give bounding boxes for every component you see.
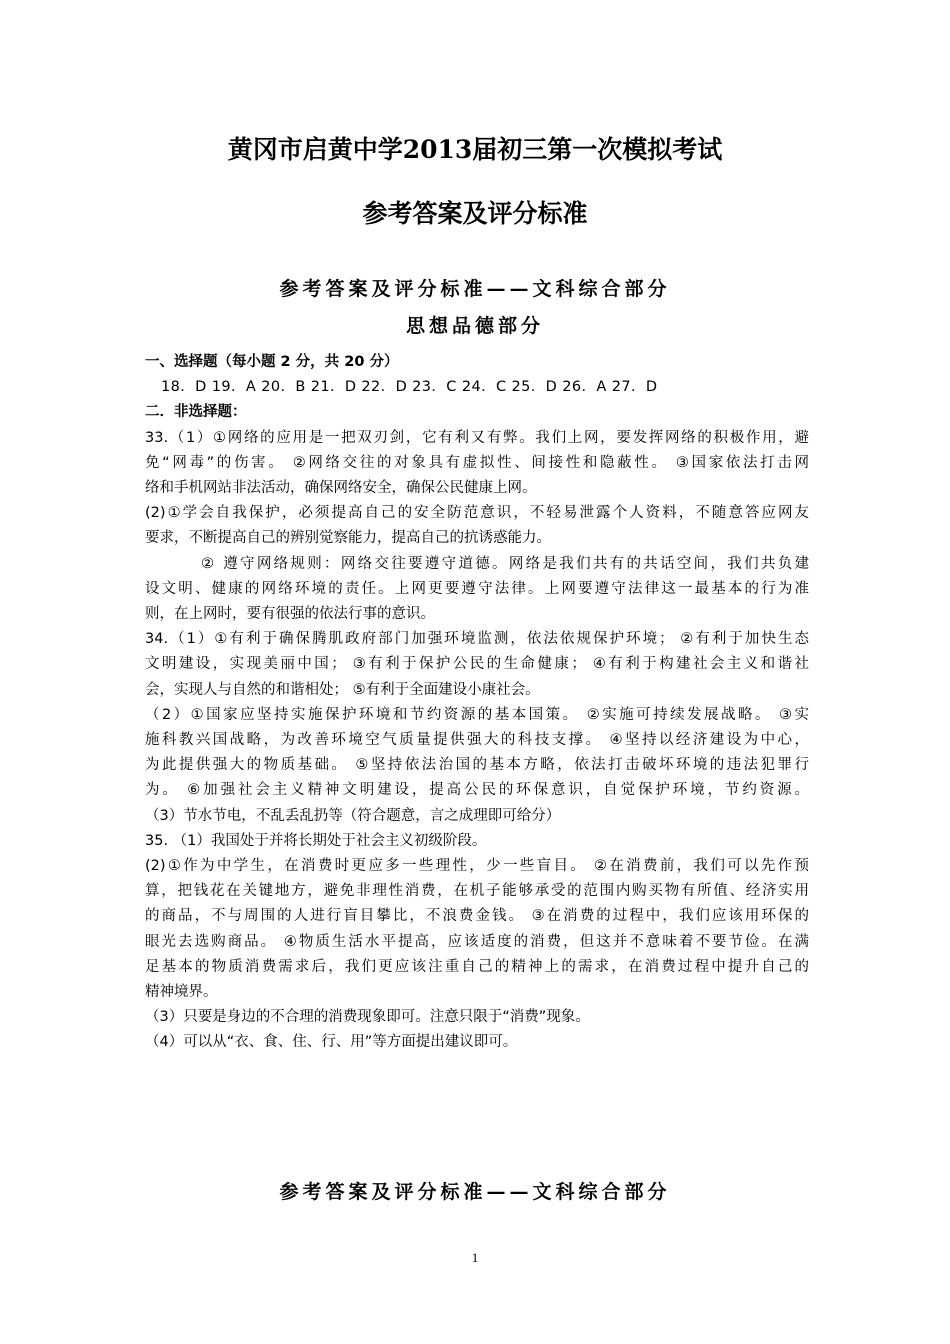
text-line: 精神境界。 [145,984,218,1001]
text-line: 文明建设，实现美丽中国； ③有利于保护公民的生命健康； ④有利于构建社会主义和谐社 [145,656,809,673]
text-line: 则，在上网时，要有很强的依法行事的意识。 [145,606,435,623]
heading-non-choice: 二．非选择题： [145,404,247,421]
text-line: ② 遵守网络规则：网络交往要遵守道德。网络是我们共有的共话空间，我们共负建 [201,555,809,572]
document-subtitle: 参考答案及评分标准 [362,199,588,228]
text-line: 为此提供强大的物质基础。 ⑤坚持依法治国的基本方略，依法打击破坏环境的违法犯罪行 [145,757,809,774]
text-line: 足基本的物质消费需求后，我们更应该注重自己的精神上的需求，在消费过程中提升自己的 [145,958,809,975]
page-number: 1 [471,1250,479,1265]
text-line: 会，实现人与自然的和谐相处； ⑤有利于全面建设小康社会。 [145,681,540,698]
text-line: (2)①作为中学生，在消费时更应多一些理性，少一些盲目。 ②在消费前，我们可以先作预 [145,858,809,875]
subsection-title: 思想品德部分 [405,315,544,337]
section-title: 参考答案及评分标准——文科综合部分 [279,278,671,300]
answer-body [145,350,809,1056]
text-line: 33.（1）①网络的应用是一把双刃剑，它有利又有弊。我们上网，要发挥网络的积极作用，避 [145,429,809,446]
text-line: 施科教兴国战略，为改善环境空气质量提供强大的科技支撑。 ④坚持以经济建设为中心， [145,732,809,749]
text-line: 眼光去选购商品。 ④物质生活水平提高，应该适度的消费，但这并不意味着不要节俭。在满 [145,933,809,950]
footer-section-title: 参考答案及评分标准——文科综合部分 [279,1181,671,1203]
text-line: （3）只要是身边的不合理的消费现象即可。注意只限于“消费”现象。 [145,1009,590,1026]
document-title: 黄冈市启黄中学2013届初三第一次模拟考试 [227,135,723,164]
text-line: 免“网毒”的伤害。 ②网络交往的对象具有虚拟性、间接性和隐蔽性。 ③国家依法打击网 [145,454,809,471]
mcq-answers: 18．D 19．A 20．B 21．D 22．D 23．C 24．C 25．D 26．A 27．D [161,379,658,396]
text-line: 为。 ⑥加强社会主义精神文明建设，提高公民的环保意识，自觉保护环境，节约资源。 [145,782,809,799]
text-line: 设文明、健康的网络环境的责任。上网更要遵守法律。上网要遵守法律这一最基本的行为准 [145,580,809,597]
text-line: 络和手机网站非法活动，确保网络安全，确保公民健康上网。 [145,480,537,497]
text-line: 35. （1）我国处于并将长期处于社会主义初级阶段。 [145,832,487,849]
text-line: 算，把钱花在关键地方，避免非理性消费，在机子能够承受的范围内购买物有所值、经济实用 [145,883,809,900]
text-line: (2)①学会自我保护，必须提高自己的安全防范意识，不轻易泄露个人资料，不随意答应网友 [145,505,809,522]
text-line: 的商品，不与周围的人进行盲目攀比，不浪费金钱。 ③在消费的过程中，我们应该用环保的 [145,908,809,925]
text-line: 34.（1）①有利于确保腾肌政府部门加强环境监测，依法依规保护环境； ②有利于加快生态 [145,631,809,648]
text-line: （3）节水节电，不乱丢乱扔等（符合题意，言之成理即可给分） [145,807,561,824]
heading-multiple-choice: 一、选择题（每小题 2 分，共 20 分） [145,354,399,370]
text-line: （4）可以从“衣、食、住、行、用”等方面提出建议即可。 [145,1034,518,1051]
text-line: （2）①国家应坚持实施保护环境和节约资源的基本国策。 ②实施可持续发展战略。 ③实 [145,706,809,723]
text-line: 要求，不断提高自己的辨别觉察能力，提高自己的抗诱惑能力。 [145,530,551,547]
